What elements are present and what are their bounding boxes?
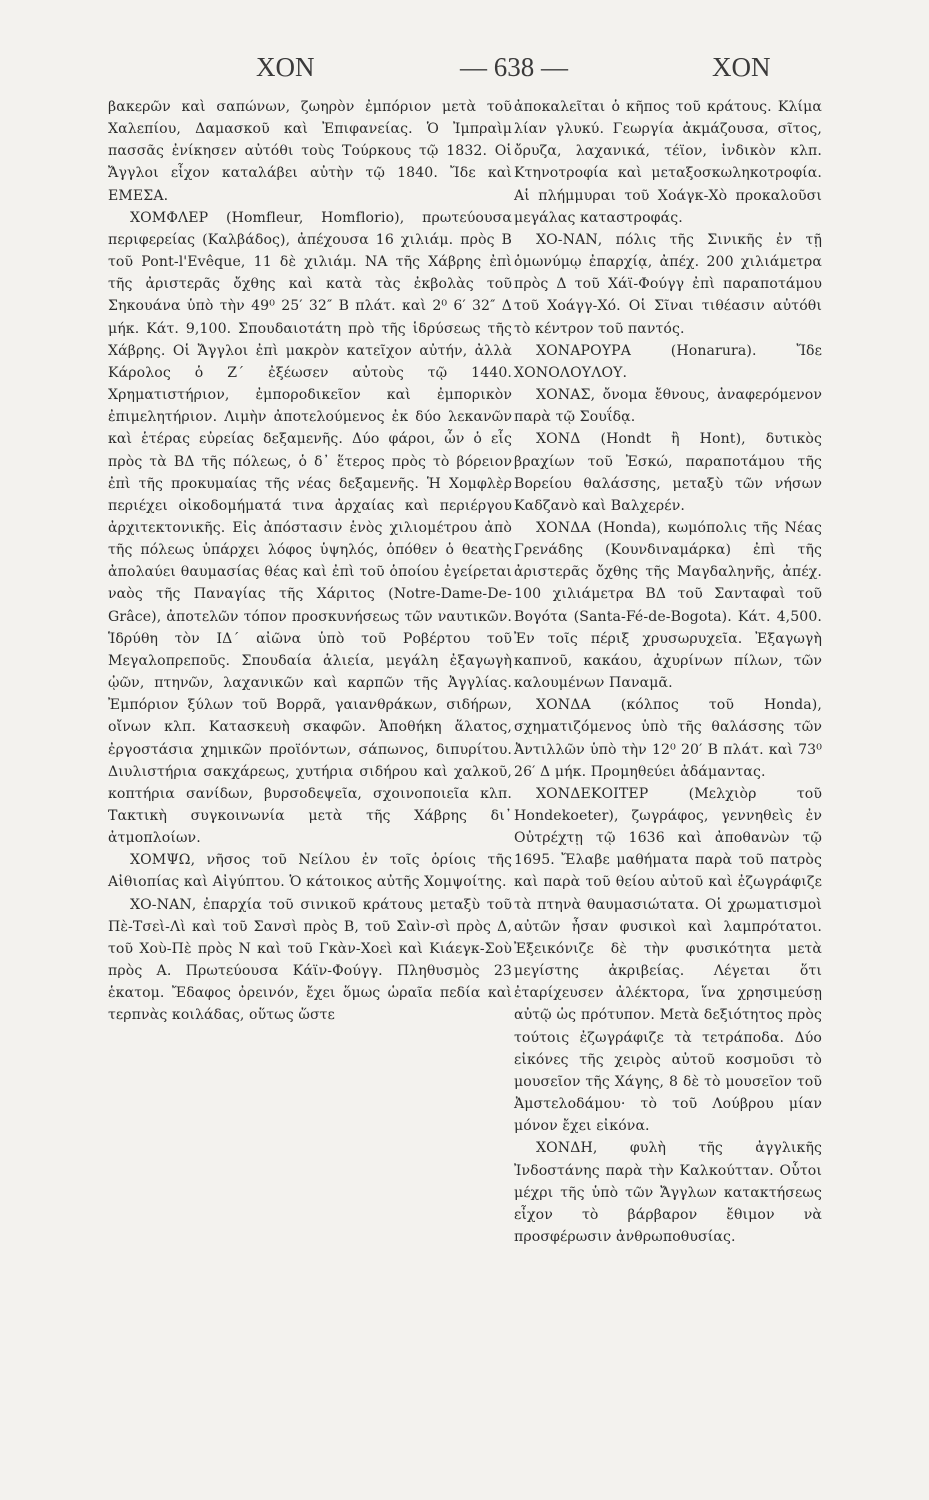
- entry-chonas: ΧΟΝΑΣ, ὄνομα ἔθνους, ἀναφερόμενον παρὰ τῷ Σουΐδᾳ.: [514, 387, 822, 426]
- entry-chompso: ΧΟΜΨΩ, νῆσος τοῦ Νείλου ἐν τοῖς ὁρίοις τῆς Αἰθιοπίας καὶ Αἰγύπτου. Ὁ κάτοικος αὐτῆς Χομψοίτης.: [108, 852, 512, 891]
- entry-chonda-town: ΧΟΝΔΑ (Honda), κωμόπολις τῆς Νέας Γρενάδης (Κουνδιναμάρκα) ἐπὶ τῆς ἀριστερᾶς ὄχθης τῆς Μαγδαληνῆς, ἀπέχ. 100 χιλιάμετρα ΒΔ τοῦ Σανταφαὶ τοῦ Βογότα (Santa-Fé-de-Bogota). Κάτ. 4,500. Ἐν τοῖς πέριξ χρυσωρυχεῖα. Ἐξαγωγὴ καπνοῦ, κακάου, ἀχυρίνων πίλων, τῶν καλουμένων Παναμᾶ.: [514, 519, 822, 692]
- entry-chondekoiter: ΧΟΝΔΕΚΟΙΤΕΡ (Μελχιὸρ τοῦ Hondekoeter), ζωγράφος, γεννηθεὶς ἐν Οὐτρέχτῃ τῷ 1636 καὶ ἀποθανὼν τῷ 1695. Ἔλαβε μαθήματα παρὰ τοῦ πατρὸς καὶ παρὰ τοῦ θείου αὐτοῦ καὶ ἐζωγράφιζε τὰ πτηνὰ θαυμασιώτατα. Οἱ χρωματισμοὶ αὐτῶν ἦσαν φυσικοὶ καὶ λαμπρότατοι. Ἐξεικόνιζε δὲ τὴν φυσικότητα μετὰ μεγίστης ἀκριβείας. Λέγεται ὅτι ἐταρίχευσεν ἀλέκτορα, ἵνα χρησιμεύσῃ αὐτῷ ὡς πρότυπον. Μετὰ δεξιότητος πρὸς τούτοις ἐζωγράφιζε τὰ τετράποδα. Δύο εἰκόνες τῆς χειρὸς αὐτοῦ κοσμοῦσι τὸ μουσεῖον τῆς Χάγης, 8 δὲ τὸ μουσεῖον τοῦ Ἀμστελοδάμου· τὸ τοῦ Λούβρου μίαν μόνον ἔχει εἰκόνα.: [514, 785, 822, 1135]
- header-right-guide-word: ΧΟΝ: [712, 52, 771, 82]
- left-column: [108, 96, 512, 1027]
- entry-chond: ΧΟΝΔ (Hondt ἢ Hont), δυτικὸς βραχίων τοῦ Ἐσκώ, παραποτάμου τῆς Βορείου θαλάσσης, μεταξὺ τῶν νήσων Καδζανὸ καὶ Βαλχερέν.: [514, 431, 822, 514]
- entry-chonaroura: ΧΟΝΑΡΟΥΡΑ (Honarura). Ἴδε ΧΟΝΟΛΟΥΛΟΥ.: [514, 342, 822, 381]
- entry-chonda-gulf: ΧΟΝΔΑ (κόλπος τοῦ Honda), σχηματιζόμενος ὑπὸ τῆς θαλάσσης τῶν Ἀντιλλῶν ὑπὸ τὴν 12⁰ 20′ Β πλάτ. καὶ 73⁰ 26′ Δ μήκ. Προμηθεύει ἀδάμαντας.: [514, 697, 822, 780]
- right-column: [514, 96, 822, 1248]
- entry-cho-nan-province: ΧΟ-ΝΑΝ, ἐπαρχία τοῦ σινικοῦ κράτους μεταξὺ τοῦ Πὲ-Τσεὶ-Λὶ καὶ τοῦ Σανσὶ πρὸς Β, τοῦ Σαὶν-σὶ πρὸς Δ, τοῦ Χοὺ-Πὲ πρὸς Ν καὶ τοῦ Γκὰν-Χοεὶ καὶ Κιάεγκ-Σοὺ πρὸς Α. Πρωτεύουσα Κάϊν-Φούγγ. Πληθυσμὸς 23 ἑκατομ. Ἔδαφος ὀρεινόν, ἔχει ὅμως ὡραῖα πεδία καὶ τερπνὰς κοιλάδας, οὕτως ὥστε: [108, 896, 512, 1024]
- entry-chondi: ΧΟΝΔΗ, φυλὴ τῆς ἀγγλικῆς Ἰνδοστάνης παρὰ τὴν Καλκούτταν. Οὗτοι μέχρι τῆς ὑπὸ τῶν Ἄγγλων κατακτήσεως εἶχον τὸ βάρβαρον ἔθιμον νὰ προσφέρωσιν ἀνθρωποθυσίας.: [514, 1140, 822, 1245]
- entry-chomfler: ΧΟΜΦΛΕΡ (Homfleur, Homflorio), πρωτεύουσα περιφερείας (Καλβάδος), ἀπέχουσα 16 χιλιάμ. πρὸς Β τοῦ Pont-l'Evêque, 11 δὲ χιλιάμ. ΝΑ τῆς Χάβρης ἐπὶ τῆς ἀριστερᾶς ὄχθης καὶ κατὰ τὰς ἐκβολὰς τοῦ Σηκουάνα ὑπὸ τὴν 49⁰ 25′ 32″ Β πλάτ. καὶ 2⁰ 6′ 32″ Δ μήκ. Κάτ. 9,100. Σπουδαιοτάτη πρὸ τῆς ἱδρύσεως τῆς Χάβρης. Οἱ Ἄγγλοι ἐπὶ μακρὸν κατεῖχον αὐτήν, ἀλλὰ Κάρολος ὁ Ζ΄ ἐξέωσεν αὐτοὺς τῷ 1440. Χρηματιστήριον, ἐμποροδικεῖον καὶ ἐμπορικὸν ἐπιμελητήριον. Λιμὴν ἀποτελούμενος ἐκ δύο λεκανῶν καὶ ἑτέρας εὐρείας δεξαμενῆς. Δύο φάροι, ὧν ὁ εἷς πρὸς τὰ ΒΔ τῆς πόλεως, ὁ δ᾿ ἕτερος πρὸς τὸ βόρειον ἐπὶ τῆς προκυμαίας τῆς νέας δεξαμενῆς. Ἡ Χομφλὲρ περιέχει οἰκοδομήματά τινα ἀρχαίας καὶ περιέργου ἀρχιτεκτονικῆς. Εἰς ἀπόστασιν ἑνὸς χιλιομέτρου ἀπὸ τῆς πόλεως ὑπάρχει λόφος ὑψηλός, ὁπόθεν ὁ θεατὴς ἀπολαύει θαυμασίας θέας καὶ ἐπὶ τοῦ ὁποίου ἐγείρεται ναὸς τῆς Παναγίας τῆς Χάριτος (Notre-Dame-De-Grâce), ἀποτελῶν τόπον προσκυνήσεως τῶν ναυτικῶν. Ἱδρύθη τὸν ΙΔ΄ αἰῶνα ὑπὸ τοῦ Ροβέρτου τοῦ Μεγαλοπρεποῦς. Σπουδαία ἁλιεία, μεγάλη ἐξαγωγὴ ᾠῶν, πτηνῶν, λαχανικῶν καὶ καρπῶν τῆς Ἀγγλίας. Ἐμπόριον ξύλων τοῦ Βορρᾶ, γαιανθράκων, σιδήρων, οἴνων κλπ. Κατασκευὴ σκαφῶν. Ἀποθήκη ἅλατος, ἐργοστάσια χημικῶν προϊόντων, σάπωνος, διπυρίτου. Διυλιστήρια σακχάρεως, χυτήρια σιδήρου καὶ χαλκοῦ, κοπτήρια σανίδων, βυρσοδεψεῖα, σχοινοποιεῖα κλπ. Τακτικὴ συγκοινωνία μετὰ τῆς Χάβρης δι᾿ ἀτμοπλοίων.: [108, 209, 512, 847]
- continued-paragraph: ἀποκαλεῖται ὁ κῆπος τοῦ κράτους. Κλίμα λίαν γλυκύ. Γεωργία ἀκμάζουσα, σῖτος, ὄρυζα, λαχανικά, τέϊον, ἰνδικὸν κλπ. Κτηνοτροφία καὶ μεταξοσκωληκοτροφία. Αἱ πλήμμυραι τοῦ Χοάγκ-Χὸ προκαλοῦσι μεγάλας καταστροφάς.: [514, 99, 822, 226]
- header-left-guide-word: ΧΟΝ: [256, 52, 315, 82]
- entry-cho-nan-city: ΧΟ-ΝΑΝ, πόλις τῆς Σινικῆς ἐν τῇ ὁμωνύμῳ ἐπαρχίᾳ, ἀπέχ. 200 χιλιάμετρα πρὸς Δ τοῦ Χάϊ-Φούγγ ἐπὶ παραποτάμου τοῦ Χοάγγ-Χό. Οἱ Σῖναι τιθέασιν αὐτόθι τὸ κέντρον τοῦ παντός.: [514, 231, 822, 337]
- running-header: [108, 52, 823, 92]
- continued-paragraph: βακερῶν καὶ σαπώνων, ζωηρὸν ἐμπόριον μετὰ τοῦ Χαλεπίου, Δαμασκοῦ καὶ Ἐπιφανείας. Ὁ Ἰμπραὶμ πασσᾶς ἐνίκησεν αὐτόθι τοὺς Τούρκους τῷ 1832. Οἱ Ἄγγλοι εἶχον καταλάβει αὐτὴν τῷ 1840. Ἴδε καὶ ΕΜΕΣΑ.: [108, 99, 512, 204]
- page-number: — 638 —: [460, 52, 568, 82]
